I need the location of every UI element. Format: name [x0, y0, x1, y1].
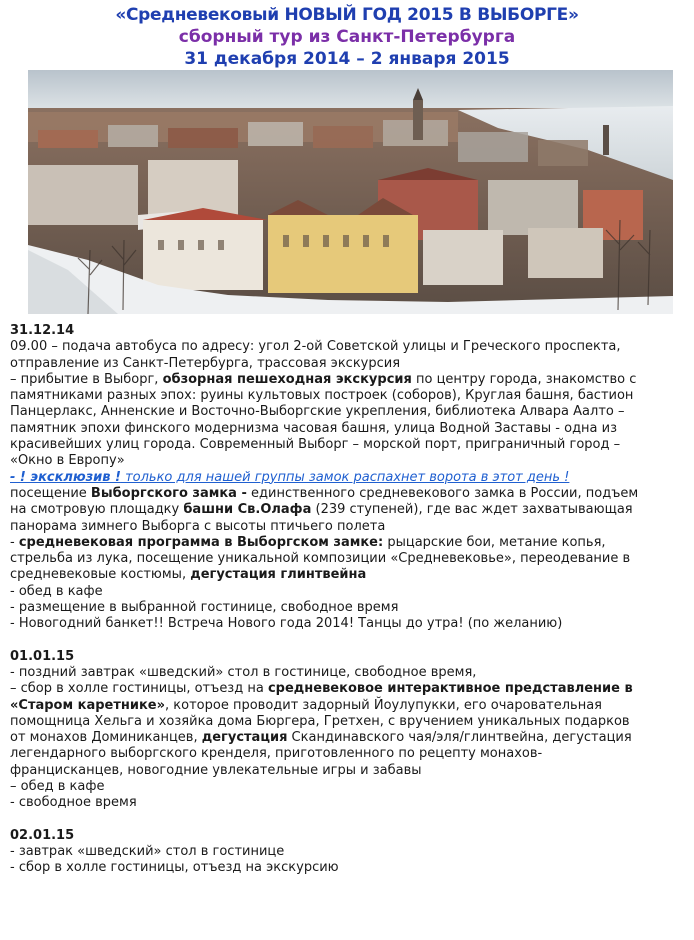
text-bold: средневековое интерактивное представление в — [267, 681, 633, 697]
text-line: отправление из Санкт-Петербурга, трассовая экскурсия — [10, 355, 401, 371]
text-line — [10, 567, 690, 583]
text-line — [10, 535, 690, 551]
text-line: - размещение в выбранной гостинице, свободное время — [10, 600, 399, 616]
text-line: Панцерлакс, Анненские и Восточно-Выборгские укрепления, библиотека Алвара Аалто – — [10, 404, 625, 420]
text-bold: дегустация глинтвейна — [190, 567, 367, 583]
text-bold: башни Св.Олафа — [183, 502, 312, 518]
text-line: панорама зимнего Выборга с высоты птичьего полета — [10, 518, 386, 534]
text-segment: средневековые костюмы, — [10, 567, 191, 583]
vyborg-panorama-photo — [28, 70, 673, 314]
text-segment: посещение — [10, 485, 91, 501]
text-line: помощница Хельга и хозяйка дома Бюргера, Гретхен, с вручением уникальных подарков — [10, 713, 630, 729]
text-segment: , которое проводит задорный Йоулупукки, его очаровательная — [165, 697, 603, 713]
text-line — [10, 502, 690, 518]
text-bold: обзорная пешеходная экскурсия — [162, 371, 412, 387]
text-segment: рыцарские бои, метание копья, — [383, 534, 606, 550]
text-segment: – прибытие в Выборг, — [10, 371, 163, 387]
text-line: красивейших улиц города. Современный Выборг – морской порт, приграничный город – — [10, 437, 621, 453]
text-bold: Выборгского замка - — [90, 485, 247, 501]
text-segment: - — [10, 534, 19, 550]
text-segment: 09.00 – подача автобуса по адресу: — [10, 339, 259, 355]
text-segment: на смотровую площадку — [10, 502, 184, 518]
text-line: «Окно в Европу» — [10, 453, 125, 469]
text-bold: «Старом каретнике» — [10, 697, 166, 713]
text-line: легендарного выборгского кренделя, приготовленного по рецепту монахов- — [10, 746, 543, 762]
exclusive-note — [10, 470, 690, 486]
day2-date: 01.01.15 — [10, 648, 75, 664]
text-segment: от монахов Доминиканцев, — [10, 730, 202, 746]
text-line: памятниками разных эпох: руины культовых построек (соборов), Круглая башня, бастион — [10, 388, 634, 404]
text-bold: - ! эксклюзив ! — [10, 469, 121, 485]
text-segment: угол 2-ой Советской улицы и Греческого проспекта, — [258, 339, 621, 355]
text-line — [10, 486, 690, 502]
text-segment: по центру города, знакомство с — [411, 371, 637, 387]
text-line: - свободное время — [10, 795, 137, 811]
text-line: – обед в кафе — [10, 779, 105, 795]
day1-date: 31.12.14 — [10, 323, 75, 338]
text-line: - Новогодний банкет!! Встреча Нового года 2014! Танцы до утра! (по желанию) — [10, 616, 563, 632]
spacer — [10, 633, 690, 649]
text-line — [10, 372, 690, 388]
text-segment: – сбор в холле гостиницы, отъезд на — [10, 681, 268, 697]
header — [0, 0, 694, 70]
text-bold: средневековая программа в Выборгском замке: — [18, 534, 384, 550]
day3-date: 02.01.15 — [10, 827, 75, 843]
itinerary — [10, 323, 690, 877]
page-subtitle: сборный тур из Санкт-Петербурга — [178, 27, 516, 47]
text-segment: Скандинавского чая/эля/глинтвейна, дегустация — [287, 730, 632, 746]
text-segment: только для нашей группы замок распахнет ворота в этот день ! — [120, 469, 570, 485]
text-segment: (239 ступеней), где вас ждет захватывающая — [311, 502, 633, 518]
text-bold: дегустация — [201, 730, 288, 746]
text-line — [10, 681, 690, 697]
spacer — [10, 812, 690, 828]
text-line — [10, 339, 690, 355]
text-line: - завтрак «шведский» стол в гостинице — [10, 843, 285, 859]
page-title: «Средневековый НОВЫЙ ГОД 2015 В ВЫБОРГЕ» — [115, 5, 579, 25]
text-line: памятник эпохи финского модернизма часовая башня, улица Водной Заставы - одна из — [10, 420, 618, 436]
text-segment: единственного средневекового замка в России, подъем — [246, 485, 639, 501]
text-line: - поздний завтрак «шведский» стол в гостинице, свободное время, — [10, 664, 477, 680]
text-line — [10, 698, 690, 714]
text-line: стрельба из лука, посещение уникальной композиции «Средневековье», переодевание в — [10, 551, 631, 567]
text-line: - обед в кафе — [10, 583, 103, 599]
text-line: - сбор в холле гостиницы, отъезд на экскурсию — [10, 860, 339, 876]
text-line — [10, 730, 690, 746]
text-line: францисканцев, новогодние увлекательные игры и забавы — [10, 762, 422, 778]
tour-dates: 31 декабря 2014 – 2 января 2015 — [184, 49, 510, 69]
